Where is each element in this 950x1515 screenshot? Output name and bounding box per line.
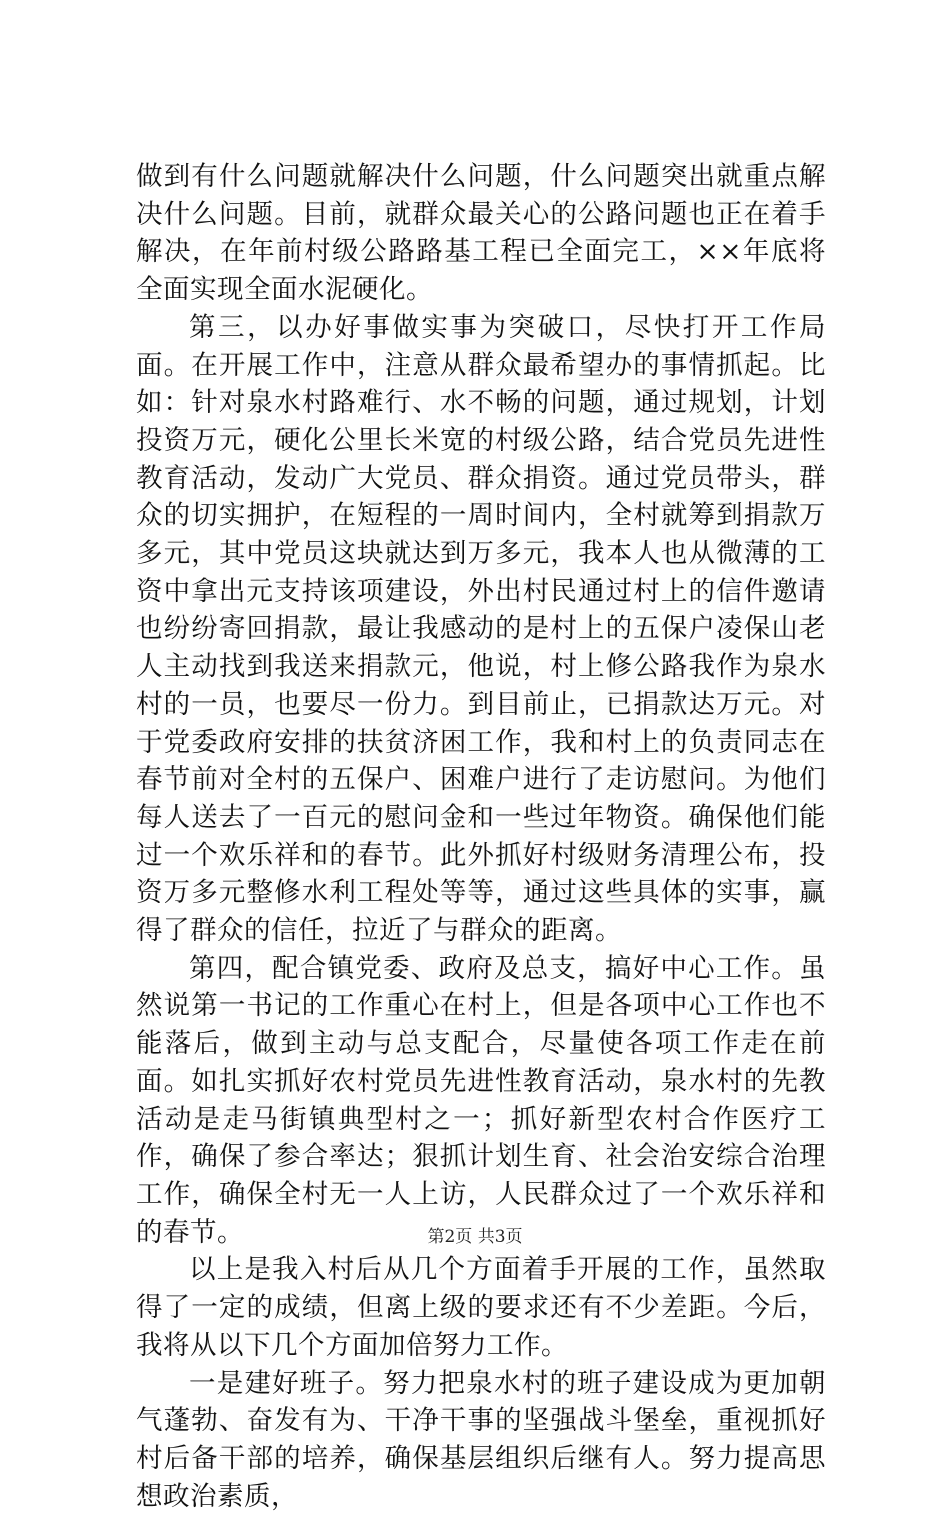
paragraph-third-point: 第三，以办好事做实事为突破口，尽快打开工作局面。在开展工作中，注意从群众最希望办的事情抓起。比如：针对泉水村路难行、水不畅的问题，通过规划，计划投资万元，硬化公里长米宽的村级公路，结合党员先进性教育活动，发动广大党员、群众捐资。通过党员带头，群众的切实拥护，在短程的一周时间内，全村就筹到捐款万多元，其中党员这块就达到万多元，我本人也从微薄的工资中拿出元支持该项建设，外出村民通过村上的信件邀请也纷纷寄回捐款，最让我感动的是村上的五保户凌保山老人主动找到我送来捐款元，他说，村上修公路我作为泉水村的一员，也要尽一份力。到目前止，已捐款达万元。对于党委政府安排的扶贫济困工作，我和村上的负责同志在春节前对全村的五保户、困难户进行了走访慰问。为他们每人送去了一百元的慰问金和一些过年物资。确保他们能过一个欢乐祥和的春节。此外抓好村级财务清理公布，投资万多元整修水利工程处等等，通过这些具体的实事，赢得了群众的信任，拉近了与群众的距离。: [136, 309, 826, 950]
paragraph-continued: 做到有什么问题就解决什么问题，什么问题突出就重点解决什么问题。目前，就群众最关心的公路问题也正在着手解决，在年前村级公路路基工程已全面完工，××年底将全面实现全面水泥硬化。: [136, 158, 826, 309]
paragraph-summary: 以上是我入村后从几个方面着手开展的工作，虽然取得了一定的成绩，但离上级的要求还有不少差距。今后，我将从以下几个方面加倍努力工作。: [136, 1251, 826, 1364]
paragraph-fourth-point: 第四，配合镇党委、政府及总支，搞好中心工作。虽然说第一书记的工作重心在村上，但是各项中心工作也不能落后，做到主动与总支配合，尽量使各项工作走在前面。如扎实抓好农村党员先进性教育活动，泉水村的先教活动是走马街镇典型村之一；抓好新型农村合作医疗工作，确保了参合率达；狠抓计划生育、社会治安综合治理工作，确保全村无一人上访，人民群众过了一个欢乐祥和的春节。: [136, 950, 826, 1252]
paragraph-plan-one: 一是建好班子。努力把泉水村的班子建设成为更加朝气蓬勃、奋发有为、干净干事的坚强战斗堡垒，重视抓好村后备干部的培养，确保基层组织后继有人。努力提高思想政治素质，: [136, 1365, 826, 1515]
document-body: [136, 158, 826, 1515]
page-footer: 第2页 共3页: [0, 1222, 950, 1247]
